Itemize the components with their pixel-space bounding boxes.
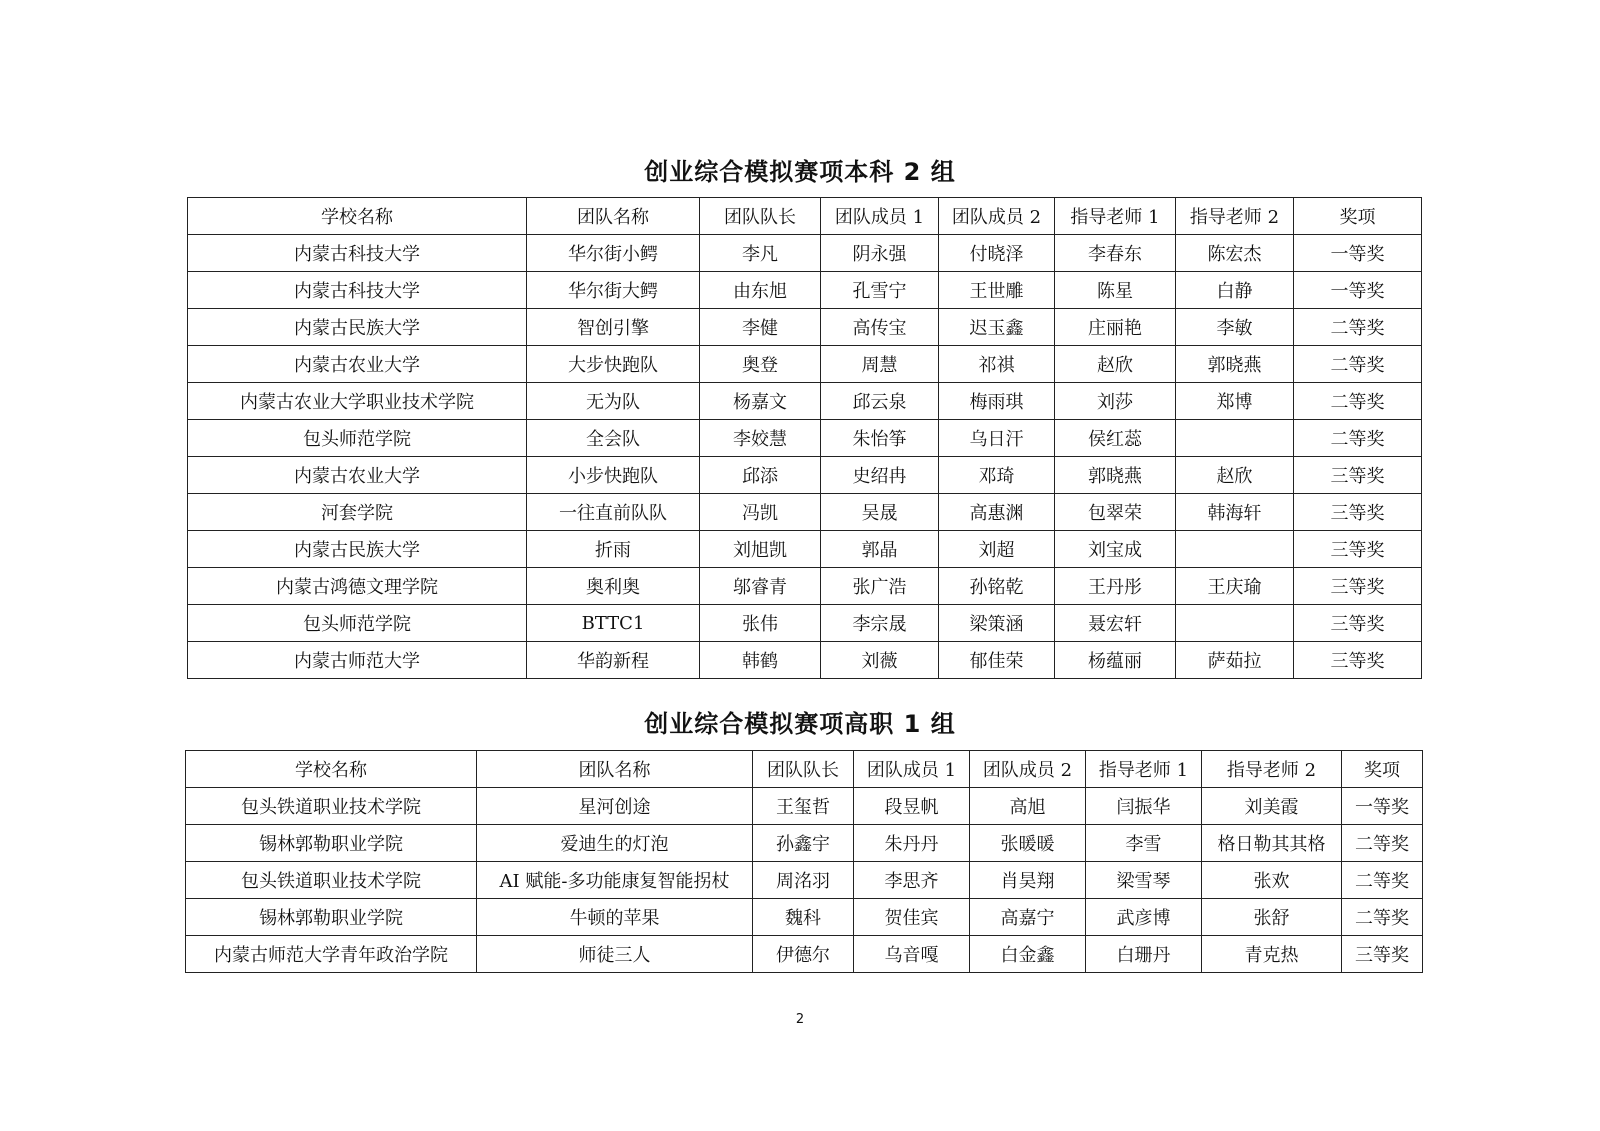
cell-team-name: AI 赋能-多功能康复智能拐杖 xyxy=(477,862,753,899)
table-row xyxy=(188,309,1422,346)
column-header-award: 奖项 xyxy=(1342,751,1423,788)
column-header-advisor-1: 指导老师 1 xyxy=(1086,751,1202,788)
cell-team-member-2: 高旭 xyxy=(970,788,1086,825)
cell-award: 三等奖 xyxy=(1294,531,1422,568)
cell-team-captain: 韩鹤 xyxy=(700,642,821,679)
cell-team-member-1: 朱怡筝 xyxy=(821,420,939,457)
column-header-school-name: 学校名称 xyxy=(188,198,527,235)
cell-advisor-1: 刘宝成 xyxy=(1055,531,1176,568)
cell-team-member-1: 阴永强 xyxy=(821,235,939,272)
cell-team-name: 华尔街大鳄 xyxy=(527,272,700,309)
table-body xyxy=(186,788,1423,973)
cell-award: 二等奖 xyxy=(1294,309,1422,346)
cell-school-name: 内蒙古师范大学青年政治学院 xyxy=(186,936,477,973)
cell-team-captain: 王玺哲 xyxy=(753,788,854,825)
table-row xyxy=(186,788,1423,825)
cell-team-captain: 魏科 xyxy=(753,899,854,936)
cell-team-member-2: 梁策涵 xyxy=(939,605,1055,642)
cell-team-captain: 由东旭 xyxy=(700,272,821,309)
cell-team-name: 智创引擎 xyxy=(527,309,700,346)
cell-team-captain: 李姣慧 xyxy=(700,420,821,457)
table-header-row xyxy=(186,751,1423,788)
cell-advisor-2: 刘美霞 xyxy=(1202,788,1342,825)
section-title-vocational-1: 创业综合模拟赛项高职 1 组 xyxy=(644,710,956,738)
column-header-team-member-2: 团队成员 2 xyxy=(970,751,1086,788)
cell-team-captain: 奥登 xyxy=(700,346,821,383)
cell-advisor-2: 郑博 xyxy=(1176,383,1294,420)
cell-school-name: 河套学院 xyxy=(188,494,527,531)
column-header-team-member-1: 团队成员 1 xyxy=(821,198,939,235)
cell-advisor-1: 聂宏轩 xyxy=(1055,605,1176,642)
cell-team-captain: 邱添 xyxy=(700,457,821,494)
cell-team-member-1: 吴晟 xyxy=(821,494,939,531)
cell-team-member-1: 贺佳宾 xyxy=(854,899,970,936)
cell-advisor-1: 李春东 xyxy=(1055,235,1176,272)
cell-school-name: 锡林郭勒职业学院 xyxy=(186,899,477,936)
cell-team-member-1: 刘薇 xyxy=(821,642,939,679)
cell-team-member-1: 段昱帆 xyxy=(854,788,970,825)
cell-team-member-2: 白金鑫 xyxy=(970,936,1086,973)
cell-team-name: BTTC1 xyxy=(527,605,700,642)
cell-team-name: 大步快跑队 xyxy=(527,346,700,383)
cell-advisor-2: 赵欣 xyxy=(1176,457,1294,494)
table-row xyxy=(188,420,1422,457)
cell-advisor-1: 白珊丹 xyxy=(1086,936,1202,973)
table-row xyxy=(188,494,1422,531)
cell-advisor-2: 青克热 xyxy=(1202,936,1342,973)
cell-team-member-1: 周慧 xyxy=(821,346,939,383)
cell-team-member-2: 王世雕 xyxy=(939,272,1055,309)
cell-team-member-1: 孔雪宁 xyxy=(821,272,939,309)
table-row xyxy=(188,272,1422,309)
table-row xyxy=(188,235,1422,272)
cell-award: 三等奖 xyxy=(1294,568,1422,605)
cell-advisor-1: 武彦博 xyxy=(1086,899,1202,936)
cell-team-name: 全会队 xyxy=(527,420,700,457)
page-number: 2 xyxy=(795,1012,805,1027)
cell-advisor-2 xyxy=(1176,531,1294,568)
cell-award: 三等奖 xyxy=(1294,605,1422,642)
table-row xyxy=(188,457,1422,494)
cell-advisor-1: 刘莎 xyxy=(1055,383,1176,420)
award-table-vocational-1 xyxy=(185,750,1423,973)
cell-team-member-2: 祁祺 xyxy=(939,346,1055,383)
cell-team-name: 爱迪生的灯泡 xyxy=(477,825,753,862)
cell-team-member-2: 肖昊翔 xyxy=(970,862,1086,899)
table-body xyxy=(188,235,1422,679)
column-header-team-member-1: 团队成员 1 xyxy=(854,751,970,788)
section-title-undergrad-2: 创业综合模拟赛项本科 2 组 xyxy=(644,158,956,186)
cell-team-member-1: 邱云泉 xyxy=(821,383,939,420)
column-header-team-captain: 团队队长 xyxy=(700,198,821,235)
cell-team-captain: 孙鑫宇 xyxy=(753,825,854,862)
cell-advisor-1: 闫振华 xyxy=(1086,788,1202,825)
cell-team-member-1: 李思齐 xyxy=(854,862,970,899)
cell-award: 一等奖 xyxy=(1294,235,1422,272)
cell-award: 二等奖 xyxy=(1294,346,1422,383)
cell-team-captain: 刘旭凯 xyxy=(700,531,821,568)
cell-team-captain: 李凡 xyxy=(700,235,821,272)
column-header-award: 奖项 xyxy=(1294,198,1422,235)
cell-team-captain: 周洺羽 xyxy=(753,862,854,899)
cell-team-captain: 冯凯 xyxy=(700,494,821,531)
table-row xyxy=(188,531,1422,568)
cell-team-member-2: 梅雨琪 xyxy=(939,383,1055,420)
cell-team-member-2: 高嘉宁 xyxy=(970,899,1086,936)
column-header-team-captain: 团队队长 xyxy=(753,751,854,788)
cell-school-name: 包头师范学院 xyxy=(188,605,527,642)
table-row xyxy=(186,862,1423,899)
cell-award: 二等奖 xyxy=(1294,420,1422,457)
cell-school-name: 内蒙古科技大学 xyxy=(188,235,527,272)
cell-award: 一等奖 xyxy=(1294,272,1422,309)
cell-advisor-1: 庄丽艳 xyxy=(1055,309,1176,346)
cell-advisor-1: 陈星 xyxy=(1055,272,1176,309)
cell-team-member-1: 高传宝 xyxy=(821,309,939,346)
column-header-advisor-2: 指导老师 2 xyxy=(1202,751,1342,788)
cell-advisor-2: 郭晓燕 xyxy=(1176,346,1294,383)
cell-advisor-2: 韩海轩 xyxy=(1176,494,1294,531)
cell-advisor-1: 赵欣 xyxy=(1055,346,1176,383)
cell-team-member-2: 郁佳荣 xyxy=(939,642,1055,679)
cell-team-name: 师徒三人 xyxy=(477,936,753,973)
cell-team-name: 星河创途 xyxy=(477,788,753,825)
cell-advisor-2: 白静 xyxy=(1176,272,1294,309)
cell-team-name: 一往直前队队 xyxy=(527,494,700,531)
column-header-school-name: 学校名称 xyxy=(186,751,477,788)
cell-advisor-1: 侯红蕊 xyxy=(1055,420,1176,457)
cell-team-name: 小步快跑队 xyxy=(527,457,700,494)
column-header-advisor-2: 指导老师 2 xyxy=(1176,198,1294,235)
cell-team-member-2: 乌日汗 xyxy=(939,420,1055,457)
cell-school-name: 内蒙古民族大学 xyxy=(188,309,527,346)
cell-advisor-1: 李雪 xyxy=(1086,825,1202,862)
cell-team-member-1: 朱丹丹 xyxy=(854,825,970,862)
cell-advisor-2: 张舒 xyxy=(1202,899,1342,936)
cell-award: 二等奖 xyxy=(1294,383,1422,420)
cell-award: 三等奖 xyxy=(1294,642,1422,679)
cell-team-captain: 杨嘉文 xyxy=(700,383,821,420)
cell-team-captain: 张伟 xyxy=(700,605,821,642)
cell-school-name: 包头铁道职业技术学院 xyxy=(186,788,477,825)
cell-team-member-2: 孙铭乾 xyxy=(939,568,1055,605)
cell-team-member-1: 张广浩 xyxy=(821,568,939,605)
table-header-row xyxy=(188,198,1422,235)
cell-team-name: 牛顿的苹果 xyxy=(477,899,753,936)
cell-advisor-1: 郭晓燕 xyxy=(1055,457,1176,494)
cell-advisor-2 xyxy=(1176,605,1294,642)
cell-advisor-1: 杨蕴丽 xyxy=(1055,642,1176,679)
award-table-undergrad-2 xyxy=(187,197,1422,679)
cell-advisor-1: 包翠荣 xyxy=(1055,494,1176,531)
cell-advisor-2: 格日勒其其格 xyxy=(1202,825,1342,862)
table-row xyxy=(188,605,1422,642)
cell-advisor-2 xyxy=(1176,420,1294,457)
cell-award: 二等奖 xyxy=(1342,825,1423,862)
cell-team-member-2: 付晓泽 xyxy=(939,235,1055,272)
cell-team-captain: 李健 xyxy=(700,309,821,346)
cell-advisor-1: 梁雪琴 xyxy=(1086,862,1202,899)
cell-team-member-1: 乌音嘎 xyxy=(854,936,970,973)
cell-team-name: 无为队 xyxy=(527,383,700,420)
cell-advisor-2: 李敏 xyxy=(1176,309,1294,346)
cell-advisor-2: 陈宏杰 xyxy=(1176,235,1294,272)
cell-team-name: 奥利奥 xyxy=(527,568,700,605)
cell-team-member-2: 迟玉鑫 xyxy=(939,309,1055,346)
cell-team-name: 华尔街小鳄 xyxy=(527,235,700,272)
table-row xyxy=(188,568,1422,605)
cell-advisor-2: 王庆瑜 xyxy=(1176,568,1294,605)
cell-advisor-2: 萨茹拉 xyxy=(1176,642,1294,679)
cell-award: 二等奖 xyxy=(1342,899,1423,936)
cell-team-member-2: 高惠渊 xyxy=(939,494,1055,531)
cell-school-name: 包头师范学院 xyxy=(188,420,527,457)
cell-school-name: 内蒙古科技大学 xyxy=(188,272,527,309)
cell-team-member-1: 李宗晟 xyxy=(821,605,939,642)
cell-award: 一等奖 xyxy=(1342,788,1423,825)
table-row xyxy=(188,642,1422,679)
column-header-team-name: 团队名称 xyxy=(477,751,753,788)
table-row xyxy=(186,936,1423,973)
cell-school-name: 内蒙古农业大学 xyxy=(188,346,527,383)
cell-award: 二等奖 xyxy=(1342,862,1423,899)
cell-team-name: 华韵新程 xyxy=(527,642,700,679)
cell-school-name: 内蒙古师范大学 xyxy=(188,642,527,679)
table-row xyxy=(186,825,1423,862)
cell-advisor-1: 王丹彤 xyxy=(1055,568,1176,605)
cell-team-member-2: 邓琦 xyxy=(939,457,1055,494)
cell-team-name: 折雨 xyxy=(527,531,700,568)
table-row xyxy=(186,899,1423,936)
cell-team-member-1: 史绍冉 xyxy=(821,457,939,494)
column-header-team-name: 团队名称 xyxy=(527,198,700,235)
cell-award: 三等奖 xyxy=(1294,457,1422,494)
cell-school-name: 内蒙古农业大学职业技术学院 xyxy=(188,383,527,420)
cell-school-name: 内蒙古鸿德文理学院 xyxy=(188,568,527,605)
table-row xyxy=(188,383,1422,420)
cell-school-name: 锡林郭勒职业学院 xyxy=(186,825,477,862)
cell-team-member-2: 张暖暖 xyxy=(970,825,1086,862)
cell-award: 三等奖 xyxy=(1294,494,1422,531)
cell-school-name: 内蒙古农业大学 xyxy=(188,457,527,494)
cell-team-captain: 邬睿青 xyxy=(700,568,821,605)
cell-award: 三等奖 xyxy=(1342,936,1423,973)
column-header-team-member-2: 团队成员 2 xyxy=(939,198,1055,235)
cell-team-member-2: 刘超 xyxy=(939,531,1055,568)
column-header-advisor-1: 指导老师 1 xyxy=(1055,198,1176,235)
cell-school-name: 包头铁道职业技术学院 xyxy=(186,862,477,899)
cell-team-member-1: 郭晶 xyxy=(821,531,939,568)
cell-school-name: 内蒙古民族大学 xyxy=(188,531,527,568)
cell-advisor-2: 张欢 xyxy=(1202,862,1342,899)
table-row xyxy=(188,346,1422,383)
cell-team-captain: 伊德尔 xyxy=(753,936,854,973)
